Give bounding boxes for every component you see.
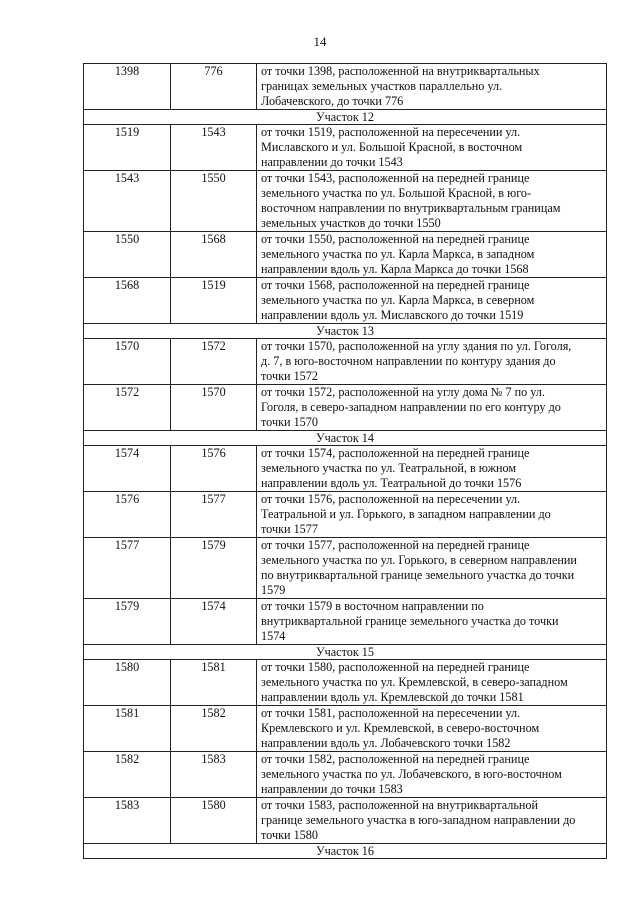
description-line: Театральной и ул. Горького, в западном направлении до bbox=[261, 507, 551, 521]
section-row bbox=[84, 324, 607, 339]
description-line: земельного участка по ул. Карла Маркса, в северном bbox=[261, 293, 535, 307]
description-line: от точки 1568, расположенной на передней границе bbox=[261, 278, 530, 292]
section-row bbox=[84, 431, 607, 446]
description-line: от точки 1574, расположенной на передней границе bbox=[261, 446, 530, 460]
description-line: от точки 1398, расположенной на внутриквартальных bbox=[261, 64, 540, 78]
section-label: Участок 13 bbox=[84, 324, 607, 339]
table-row bbox=[84, 446, 607, 492]
description-line: 1574 bbox=[261, 629, 286, 643]
segment-description bbox=[257, 798, 607, 844]
from-point: 1582 bbox=[84, 752, 171, 798]
from-point: 1398 bbox=[84, 64, 171, 110]
from-point: 1572 bbox=[84, 385, 171, 431]
section-label: Участок 14 bbox=[84, 431, 607, 446]
description-line: 1579 bbox=[261, 583, 286, 597]
table-row bbox=[84, 660, 607, 706]
section-label: Участок 12 bbox=[84, 110, 607, 125]
to-point: 1574 bbox=[171, 599, 257, 645]
segment-description bbox=[257, 278, 607, 324]
to-point: 1583 bbox=[171, 752, 257, 798]
description-line: Гоголя, в северо-западном направлении по его контуру до bbox=[261, 400, 561, 414]
table-row bbox=[84, 64, 607, 110]
boundary-table bbox=[83, 63, 607, 859]
table-row bbox=[84, 125, 607, 171]
to-point: 1579 bbox=[171, 538, 257, 599]
description-line: направлении до точки 1543 bbox=[261, 155, 403, 169]
description-line: от точки 1570, расположенной на углу здания по ул. Гоголя, bbox=[261, 339, 572, 353]
segment-description bbox=[257, 339, 607, 385]
segment-description bbox=[257, 171, 607, 232]
description-line: направлении до точки 1583 bbox=[261, 782, 403, 796]
from-point: 1570 bbox=[84, 339, 171, 385]
to-point: 1576 bbox=[171, 446, 257, 492]
table-row bbox=[84, 232, 607, 278]
from-point: 1579 bbox=[84, 599, 171, 645]
from-point: 1519 bbox=[84, 125, 171, 171]
description-line: Лобачевского, до точки 776 bbox=[261, 94, 404, 108]
segment-description bbox=[257, 385, 607, 431]
description-line: по внутриквартальной границе земельного участка до точки bbox=[261, 568, 575, 582]
description-line: направлении вдоль ул. Театральной до точки 1576 bbox=[261, 476, 522, 490]
description-line: направлении вдоль ул. Лобачевского точки 1582 bbox=[261, 736, 511, 750]
table-row bbox=[84, 385, 607, 431]
from-point: 1568 bbox=[84, 278, 171, 324]
description-line: границе земельного участка в юго-западном направлении до bbox=[261, 813, 576, 827]
description-line: направлении вдоль ул. Кремлевской до точки 1581 bbox=[261, 690, 524, 704]
description-line: земельного участка по ул. Театральной, в южном bbox=[261, 461, 517, 475]
from-point: 1577 bbox=[84, 538, 171, 599]
to-point: 1550 bbox=[171, 171, 257, 232]
from-point: 1576 bbox=[84, 492, 171, 538]
description-line: от точки 1583, расположенной на внутриквартальной bbox=[261, 798, 539, 812]
description-line: д. 7, в юго-восточном направлении по контуру здания до bbox=[261, 354, 556, 368]
description-line: Миславского и ул. Большой Красной, в восточном bbox=[261, 140, 523, 154]
to-point: 776 bbox=[171, 64, 257, 110]
table-row bbox=[84, 171, 607, 232]
to-point: 1543 bbox=[171, 125, 257, 171]
segment-description bbox=[257, 125, 607, 171]
to-point: 1577 bbox=[171, 492, 257, 538]
description-line: земельных участков до точки 1550 bbox=[261, 216, 441, 230]
segment-description bbox=[257, 538, 607, 599]
to-point: 1582 bbox=[171, 706, 257, 752]
from-point: 1543 bbox=[84, 171, 171, 232]
from-point: 1583 bbox=[84, 798, 171, 844]
from-point: 1550 bbox=[84, 232, 171, 278]
description-line: точки 1570 bbox=[261, 415, 318, 429]
table-row bbox=[84, 706, 607, 752]
to-point: 1570 bbox=[171, 385, 257, 431]
table-row bbox=[84, 798, 607, 844]
description-line: точки 1577 bbox=[261, 522, 318, 536]
section-label: Участок 15 bbox=[84, 645, 607, 660]
to-point: 1580 bbox=[171, 798, 257, 844]
description-line: от точки 1572, расположенной на углу дома № 7 по ул. bbox=[261, 385, 545, 399]
description-line: Кремлевского и ул. Кремлевской, в северо-восточном bbox=[261, 721, 540, 735]
segment-description bbox=[257, 492, 607, 538]
description-line: земельного участка по ул. Лобачевского, в юго-восточном bbox=[261, 767, 562, 781]
table-row bbox=[84, 339, 607, 385]
description-line: восточном направлении по внутриквартальным границам bbox=[261, 201, 561, 215]
description-line: от точки 1579 в восточном направлении по bbox=[261, 599, 484, 613]
description-line: направлении вдоль ул. Миславского до точки 1519 bbox=[261, 308, 524, 322]
from-point: 1580 bbox=[84, 660, 171, 706]
to-point: 1519 bbox=[171, 278, 257, 324]
description-line: внутриквартальной границе земельного участка до точки bbox=[261, 614, 559, 628]
segment-description bbox=[257, 64, 607, 110]
description-line: от точки 1550, расположенной на передней границе bbox=[261, 232, 530, 246]
description-line: от точки 1576, расположенной на пересечении ул. bbox=[261, 492, 521, 506]
to-point: 1568 bbox=[171, 232, 257, 278]
segment-description bbox=[257, 706, 607, 752]
section-row bbox=[84, 844, 607, 859]
table-row bbox=[84, 538, 607, 599]
description-line: от точки 1519, расположенной на пересечении ул. bbox=[261, 125, 521, 139]
section-label: Участок 16 bbox=[84, 844, 607, 859]
description-line: границах земельных участков параллельно ул. bbox=[261, 79, 503, 93]
table-row bbox=[84, 599, 607, 645]
section-row bbox=[84, 110, 607, 125]
description-line: от точки 1577, расположенной на передней границе bbox=[261, 538, 530, 552]
table-row bbox=[84, 752, 607, 798]
description-line: от точки 1581, расположенной на пересечении ул. bbox=[261, 706, 521, 720]
segment-description bbox=[257, 660, 607, 706]
description-line: земельного участка по ул. Кремлевской, в северо-западном bbox=[261, 675, 568, 689]
from-point: 1581 bbox=[84, 706, 171, 752]
to-point: 1572 bbox=[171, 339, 257, 385]
description-line: направлении вдоль ул. Карла Маркса до точки 1568 bbox=[261, 262, 529, 276]
description-line: точки 1580 bbox=[261, 828, 318, 842]
segment-description bbox=[257, 599, 607, 645]
description-line: от точки 1582, расположенной на передней границе bbox=[261, 752, 530, 766]
from-point: 1574 bbox=[84, 446, 171, 492]
description-line: от точки 1543, расположенной на передней границе bbox=[261, 171, 530, 185]
section-row bbox=[84, 645, 607, 660]
to-point: 1581 bbox=[171, 660, 257, 706]
page-number: 14 bbox=[313, 34, 327, 49]
segment-description bbox=[257, 752, 607, 798]
description-line: точки 1572 bbox=[261, 369, 318, 383]
segment-description bbox=[257, 232, 607, 278]
description-line: земельного участка по ул. Карла Маркса, в западном bbox=[261, 247, 535, 261]
segment-description bbox=[257, 446, 607, 492]
table-row bbox=[84, 492, 607, 538]
description-line: земельного участка по ул. Большой Красной, в юго- bbox=[261, 186, 532, 200]
description-line: от точки 1580, расположенной на передней границе bbox=[261, 660, 530, 674]
table-row bbox=[84, 278, 607, 324]
description-line: земельного участка по ул. Горького, в северном направлении bbox=[261, 553, 577, 567]
